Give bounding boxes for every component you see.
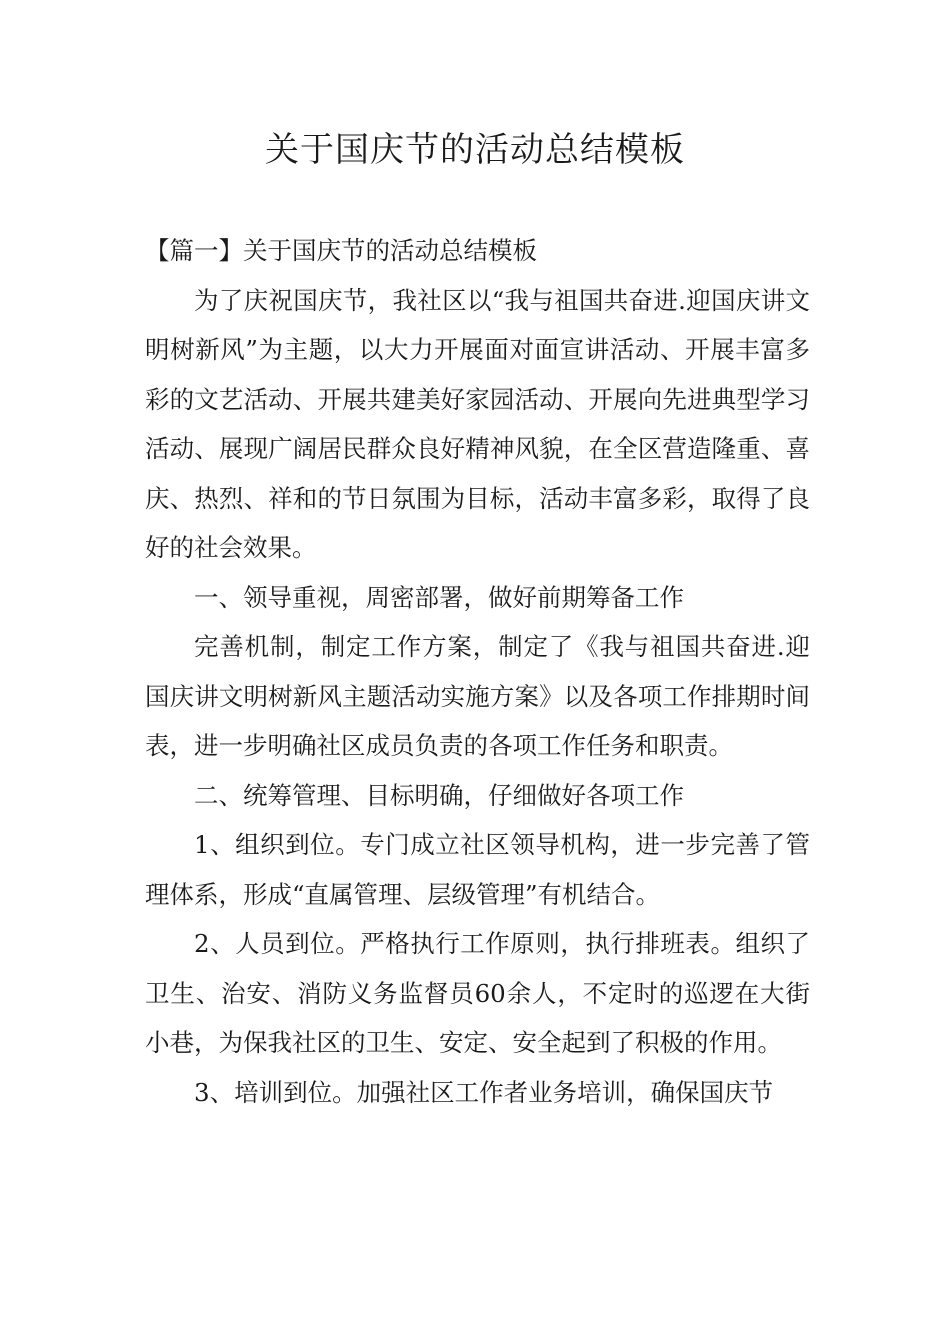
paragraph-intro: 为了庆祝国庆节，我社区以“我与祖国共奋进.迎国庆讲文明树新风”为主题，以大力开展面对面宣讲活动、开展丰富多彩的文艺活动、开展共建美好家园活动、开展向先进典型学习活动、展现广阔居民群众良好精神风貌，在全区营造隆重、喜庆、热烈、祥和的节日氛围为目标，活动丰富多彩，取得了良好的社会效果。 [145, 285, 810, 562]
paragraph-mechanism: 完善机制，制定工作方案，制定了《我与祖国共奋进.迎国庆讲文明树新风主题活动实施方案》以及各项工作排期时间表，进一步明确社区成员负责的各项工作任务和职责。 [145, 632, 810, 760]
paragraph-training: 3、培训到位。加强社区工作者业务培训，确保国庆节 [194, 1077, 774, 1107]
paragraph-personnel: 2、人员到位。严格执行工作原则，执行排班表。组织了卫生、治安、消防义务监督员60余人，不定时的巡逻在大街小巷，为保我社区的卫生、安定、安全起到了积极的作用。 [145, 929, 810, 1057]
heading-two: 二、统筹管理、目标明确，仔细做好各项工作 [194, 780, 684, 810]
paragraph-organization: 1、组织到位。专门成立社区领导机构，进一步完善了管理体系，形成“直属管理、层级管理”有机结合。 [145, 830, 810, 909]
document-body [145, 226, 810, 1117]
section-header: 【篇一】关于国庆节的活动总结模板 [145, 236, 537, 265]
heading-one: 一、领导重视，周密部署，做好前期筹备工作 [194, 582, 684, 612]
document-title: 关于国庆节的活动总结模板 [265, 130, 685, 170]
